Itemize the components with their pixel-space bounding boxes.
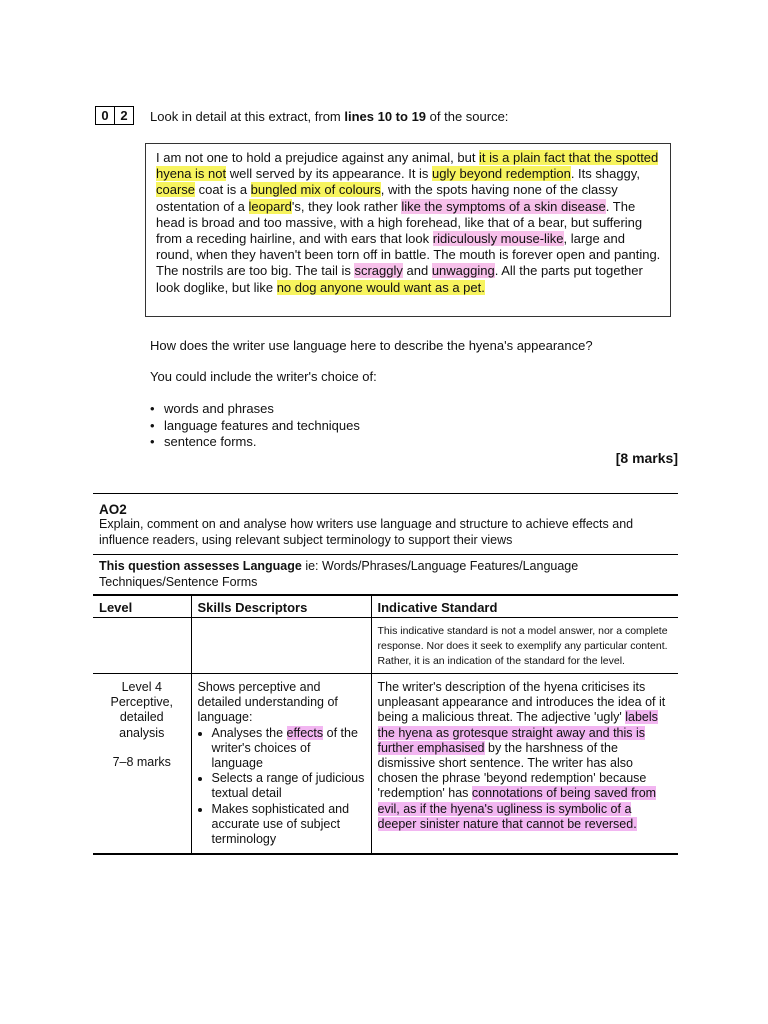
- highlighted-phrase: leopard: [248, 198, 292, 214]
- text-segment: by the harshness of the dismissive short sentence. The writer has also chosen the phrase 'beyond redemption' because 'redemption' has: [377, 740, 647, 801]
- empty-cell: [191, 618, 371, 674]
- text-segment: I am not one to hold a prejudice against any animal, but: [156, 150, 480, 165]
- empty-cell: [93, 618, 191, 674]
- list-item: • Selects a range of judicious textual detail: [212, 771, 365, 801]
- text-segment: and: [402, 263, 432, 279]
- header-level: Level: [93, 595, 191, 618]
- highlighted-phrase: connotations of being saved from evil, as if the hyena's ugliness is symbolic of a deeper sinister nature that cannot be reversed.: [377, 786, 657, 831]
- highlighted-phrase: ridiculously mouse-like: [432, 231, 564, 247]
- assesses-heading: This question assesses Language: [99, 559, 302, 573]
- highlighted-phrase: scraggly: [354, 263, 403, 279]
- text-segment: , with the spots having none of the classy ostentation of a: [156, 182, 618, 214]
- text-segment: . Its shaggy,: [570, 166, 640, 182]
- question-text: How does the writer use language here to describe the hyena's appearance?: [150, 338, 593, 353]
- skills-cell: [191, 674, 371, 855]
- assesses-detail: ie: Words/Phrases/Language Features/Language Techniques/Sentence Forms: [99, 559, 579, 589]
- highlighted-phrase: like the symptoms of a skin disease: [401, 198, 606, 214]
- line-reference: lines 10 to 19: [344, 109, 427, 124]
- source-extract-box: [145, 143, 671, 317]
- question-number-digit: 2: [115, 106, 134, 125]
- include-instruction: You could include the writer's choice of:: [150, 369, 377, 384]
- text-segment: 's, they look rather: [291, 198, 402, 214]
- mark-scheme-table: [93, 493, 678, 855]
- header-skills: Skills Descriptors: [191, 595, 371, 618]
- ao2-cell: [93, 494, 678, 555]
- level-4-cell: Level 4 Perceptive, detailed analysis 7–8 marks: [93, 674, 191, 855]
- highlighted-phrase: bungled mix of colours: [250, 182, 381, 198]
- highlighted-phrase: coarse: [156, 182, 196, 198]
- list-item: • words and phrases: [150, 401, 360, 418]
- text-segment: The writer's description of the hyena criticises its unpleasant appearance and introduces the idea of it being a malicious threat. The adjective 'ugly': [377, 680, 666, 725]
- indicative-note: This indicative standard is not a model answer, nor a complete response. Nor does it seek to exemplify any particular content. Rather, it is an indication of the standard for the level.: [377, 625, 668, 667]
- question-number-digit: 0: [95, 106, 115, 125]
- indicative-standard-cell: [371, 674, 678, 855]
- question-prompt: Look in detail at this extract, from lines 10 to 19 of the source:: [150, 109, 509, 124]
- text-segment: . All the parts put together look doglike, but like: [156, 263, 643, 295]
- ao-title: AO2: [99, 502, 127, 517]
- list-item: • language features and techniques: [150, 418, 360, 435]
- assesses-cell: [93, 555, 678, 596]
- highlighted-phrase: ugly beyond redemption: [432, 166, 571, 182]
- extract-text: [156, 150, 662, 296]
- header-standard: Indicative Standard: [371, 595, 678, 618]
- text-segment: , large and round, when they haven't been torn off in battle. The mouth is forever open and panting. The nostrils are too big. The tail is: [156, 231, 661, 279]
- skills-list: [198, 726, 365, 848]
- marks-label: [8 marks]: [615, 450, 678, 466]
- highlighted-phrase: it is a plain fact that the spotted hyena is not: [156, 150, 659, 182]
- standard-text: [378, 680, 673, 832]
- level-marks: 7–8 marks: [112, 754, 171, 769]
- question-number: [95, 106, 134, 125]
- list-item: • Makes sophisticated and accurate use of subject terminology: [212, 802, 365, 848]
- highlighted-phrase: labels the hyena as grotesque straight away and this is further emphasised: [377, 710, 658, 755]
- text-segment: well served by its appearance. It is: [226, 166, 433, 182]
- text-segment: . The head is broad and too massive, with a high forehead, like that of a bear, but suffering from a receding hairline, and with ears that look: [156, 198, 643, 247]
- include-bullets: [150, 401, 360, 451]
- ao-description: Explain, comment on and analyse how writers use language and structure to achieve effects and influence readers, using relevant subject terminology to support their views: [99, 517, 634, 547]
- highlighted-phrase: unwagging: [431, 263, 495, 279]
- list-item: • sentence forms.: [150, 434, 360, 451]
- skills-intro: Shows perceptive and detailed understanding of language:: [197, 680, 338, 725]
- list-item: • Analyses the effects of the writer's choices of language: [212, 726, 365, 772]
- highlighted-phrase: no dog anyone would want as a pet.: [276, 279, 485, 295]
- text-segment: coat is a: [195, 182, 251, 198]
